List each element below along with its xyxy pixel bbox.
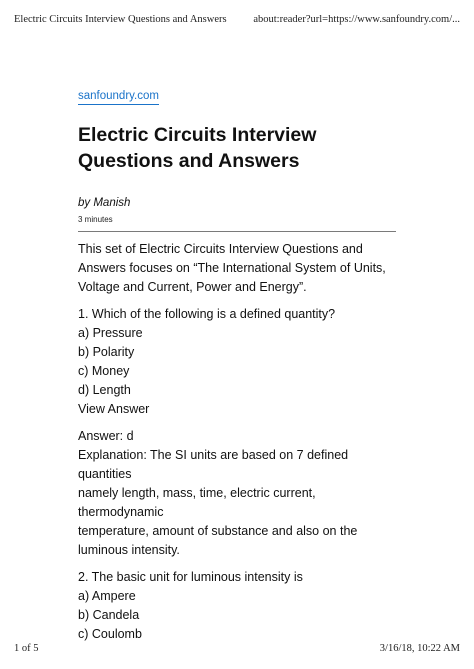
explanation-line: Explanation: The SI units are based on 7 defined quantities [78, 448, 349, 481]
intro-paragraph [78, 240, 396, 297]
intro-line: Answers focuses on “The International System of Units, [78, 261, 386, 275]
explanation-line: namely length, mass, time, electric current, thermodynamic [78, 486, 316, 519]
option-b: b) Candela [78, 608, 140, 622]
option-c: c) Coulomb [78, 627, 142, 641]
page-number: 1 of 5 [14, 643, 39, 654]
byline: by Manish [78, 197, 131, 209]
divider [78, 231, 396, 232]
explanation-line: luminous intensity. [78, 543, 180, 557]
title-line: Electric Circuits Interview [78, 124, 317, 146]
header-url: about:reader?url=https://www.sanfoundry.com/... [253, 14, 460, 25]
intro-line: This set of Electric Circuits Interview Questions and [78, 242, 363, 256]
reading-time: 3 minutes [78, 215, 113, 224]
option-a: a) Ampere [78, 589, 136, 603]
title-line: Questions and Answers [78, 150, 300, 172]
print-datetime: 3/16/18, 10:22 AM [379, 643, 460, 654]
option-a: a) Pressure [78, 326, 143, 340]
article-title [78, 122, 396, 174]
print-header [14, 14, 460, 28]
view-answer-toggle[interactable]: View Answer [78, 402, 150, 416]
question-1 [78, 305, 396, 419]
question-2 [78, 568, 396, 644]
print-footer [14, 643, 460, 657]
option-c: c) Money [78, 364, 130, 378]
article-content [78, 240, 396, 644]
article [78, 86, 396, 652]
header-page-title: Electric Circuits Interview Questions and Answers [14, 14, 227, 25]
site-link[interactable]: sanfoundry.com [78, 89, 159, 105]
question-text: 1. Which of the following is a defined quantity? [78, 307, 336, 321]
option-b: b) Polarity [78, 345, 135, 359]
intro-line: Voltage and Current, Power and Energy”. [78, 280, 307, 294]
explanation-line: temperature, amount of substance and also on the [78, 524, 358, 538]
option-d: d) Length [78, 383, 131, 397]
answer-text: Answer: d [78, 429, 134, 443]
question-text: 2. The basic unit for luminous intensity is [78, 570, 303, 584]
answer-block-1 [78, 427, 396, 560]
